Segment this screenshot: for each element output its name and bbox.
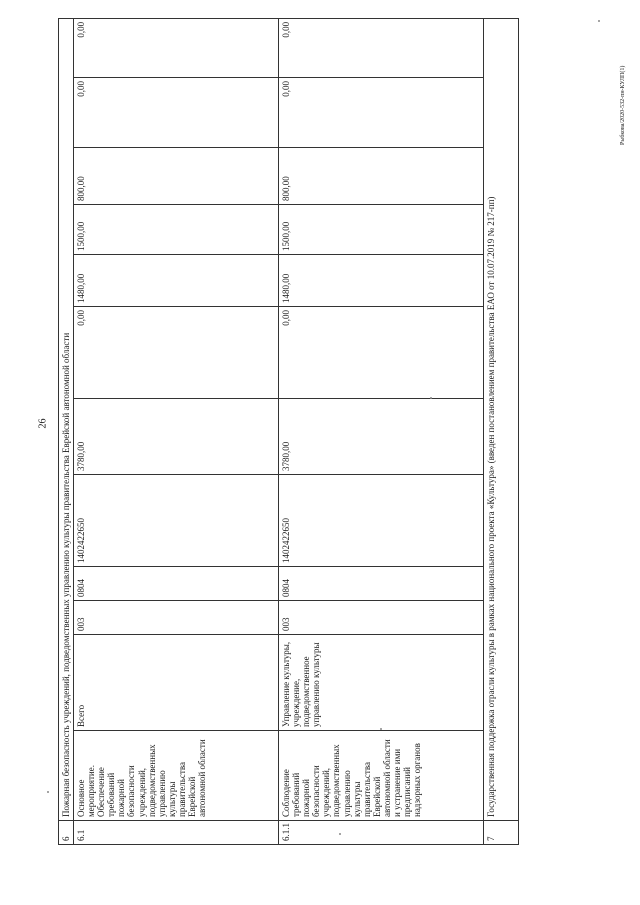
page-number: 26 [37,418,49,429]
section-6-number: 6 [59,821,74,845]
rzpr-code: 0804 [74,567,279,601]
row-number: 6.1 [74,821,279,845]
activity-name: Соблюдение требований пожарной безопасности учреждений, подведомственных управлению культуры правительства Еврейской автономной области и устранение ими предписаний надзорных органов [279,731,484,821]
table-row-6-1-1 [279,18,484,844]
executor: Всего [74,635,279,731]
year-amount: 1480,00 [279,255,484,307]
year-amount: 0,00 [74,307,279,399]
executor: Управление культуры, учреждение, подведомственное управлению культуры [279,635,484,731]
year-amount: 1500,00 [74,205,279,255]
year-amount: 0,00 [279,18,484,77]
grbs-code: 003 [279,601,484,635]
scan-speck [598,20,600,22]
year-amount: 800,00 [74,148,279,205]
year-amount: 0,00 [279,307,484,399]
scan-speck [430,397,432,399]
rzpr-code: 0804 [279,567,484,601]
scan-speck [339,833,341,835]
section-7-number: 7 [484,821,519,845]
csr-code: 1402422650 [279,475,484,567]
section-6-title: Пожарная безопасность учреждений, подведомственных управлению культуры правительства Еврейской автономной области [59,18,74,820]
budget-table [58,18,519,845]
year-amount: 1500,00 [279,205,484,255]
activity-name: Основное мероприятие. Обеспечение требований пожарной безопасности учреждений, подведомственных управлению культуры правительства Еврейской автономной области [74,731,279,821]
section-6-row [59,18,74,844]
section-7-title: Государственная поддержка отрасли культуры в рамках национального проекта «Культура» (введен постановлением правительства ЕАО от 10.07.2019 № 217-пп) [484,18,519,820]
scan-speck [47,791,49,793]
year-amount: 800,00 [279,148,484,205]
section-7-row [484,18,519,844]
document-side-note: Рыбкова/2020-532-пн-КУЛП(1) [620,65,626,145]
grbs-code: 003 [74,601,279,635]
total-amount: 3780,00 [74,399,279,475]
budget-table-sheet [58,21,578,845]
csr-code: 1402422650 [74,475,279,567]
scan-speck [380,728,382,730]
year-amount: 0,00 [74,18,279,77]
year-amount: 0,00 [74,78,279,148]
year-amount: 0,00 [279,78,484,148]
row-number: 6.1.1 [279,821,484,845]
table-row-6-1 [74,18,279,844]
year-amount: 1480,00 [74,255,279,307]
total-amount: 3780,00 [279,399,484,475]
